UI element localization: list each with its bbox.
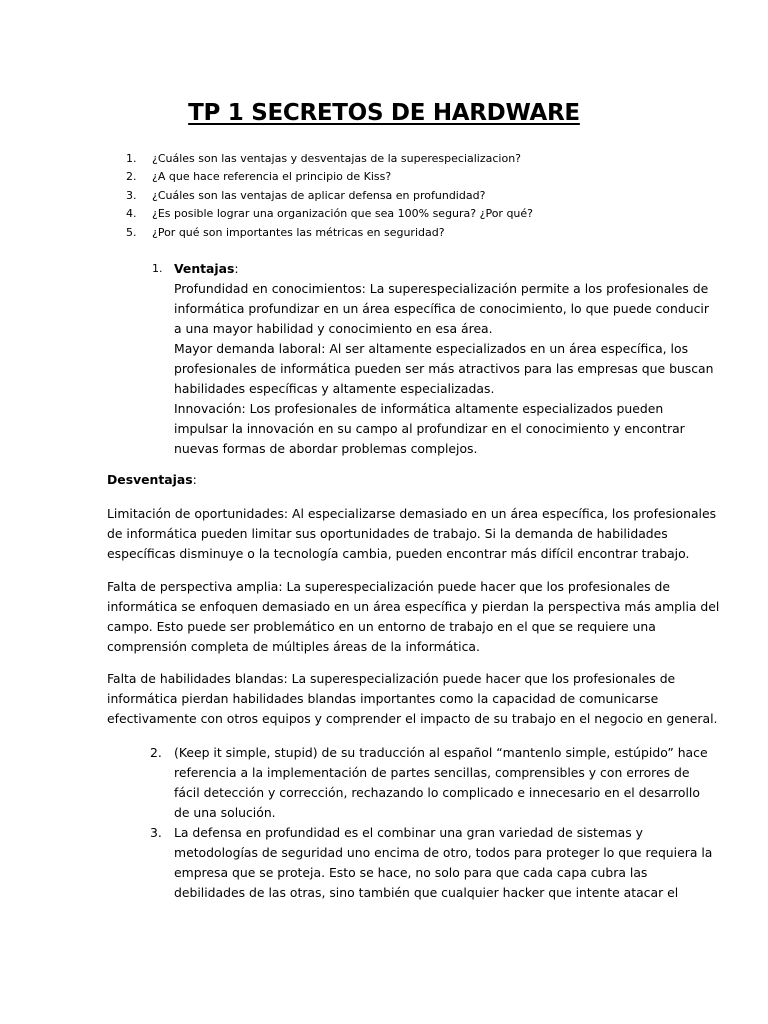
text-line: nuevas formas de abordar problemas complejos. [174, 441, 478, 456]
question-text: ¿Por qué son importantes las métricas en seguridad? [152, 225, 445, 239]
text-line: Falta de perspectiva amplia: La superespecialización puede hacer que los profesionales de [107, 579, 671, 594]
text-line: profesionales de informática pueden ser más atractivos para las empresas que buscan [174, 361, 714, 376]
desventajas-heading-line [107, 470, 667, 490]
desventajas-paragraph-1 [107, 504, 717, 564]
question-item [126, 205, 686, 223]
text-line: Falta de habilidades blandas: La superespecialización puede hacer que los profesionales de [107, 671, 676, 686]
desventajas-colon: : [192, 472, 197, 487]
text-line: de una solución. [174, 805, 276, 820]
question-number: 3. [126, 188, 137, 202]
text-line: habilidades específicas y altamente especializadas. [174, 381, 495, 396]
answer-3-number: 3. [150, 825, 162, 840]
text-line: La defensa en profundidad es el combinar una gran variedad de sistemas y [174, 825, 643, 840]
text-line: de informática pueden limitar sus oportunidades de trabajo. Si la demanda de habilidades [107, 526, 668, 541]
question-number: 2. [126, 170, 137, 184]
text-line: específicas disminuye o la tecnología cambia, pueden encontrar más difícil encontrar trabajo. [107, 546, 690, 561]
answer-2-text [174, 743, 708, 823]
text-line: empresa que se proteja. Esto se hace, no solo para que cada capa cubra las [174, 865, 648, 880]
question-text: ¿A que hace referencia el principio de Kiss? [152, 170, 392, 184]
text-line: informática profundizar en un área específica de conocimiento, lo que puede conducir [174, 301, 709, 316]
answer-1-ventajas [174, 259, 714, 459]
answer-3-text [174, 823, 713, 903]
question-number: 5. [126, 225, 137, 239]
text-line: fácil detección y corrección, rechazando lo complicado e innecesario en el desarrollo [174, 785, 700, 800]
ventajas-colon: : [234, 261, 239, 276]
question-item [126, 150, 686, 168]
text-line: debilidades de las otras, sino también que cualquier hacker que intente atacar el [174, 885, 679, 900]
question-text: ¿Es posible lograr una organización que sea 100% segura? ¿Por qué? [152, 207, 534, 221]
ventajas-heading: Ventajas [174, 261, 235, 276]
question-item [126, 187, 686, 205]
desventajas-paragraph-3 [107, 669, 718, 729]
text-line: (Keep it simple, stupid) de su traducción al español “mantenlo simple, estúpido” hace [174, 745, 708, 760]
text-line: Innovación: Los profesionales de informática altamente especializados pueden [174, 401, 664, 416]
text-line: comprensión completa de múltiples áreas de la informática. [107, 639, 480, 654]
answer-2-number: 2. [150, 745, 162, 760]
question-text: ¿Cuáles son las ventajas de aplicar defensa en profundidad? [152, 188, 486, 202]
text-line: campo. Esto puede ser problemático en un entorno de trabajo en el que se requiere una [107, 619, 656, 634]
desventajas-paragraph-2 [107, 577, 720, 657]
text-line: metodologías de seguridad uno encima de otro, todos para proteger lo que requiera la [174, 845, 713, 860]
question-item [126, 168, 686, 186]
text-line: informática pierdan habilidades blandas importantes como la capacidad de comunicarse [107, 691, 659, 706]
text-line: impulsar la innovación en su campo al profundizar en el conocimiento y encontrar [174, 421, 685, 436]
answer-1-number: 1. [152, 262, 163, 275]
question-number: 1. [126, 152, 137, 165]
text-line: Mayor demanda laboral: Al ser altamente especializados en un área específica, los [174, 341, 689, 356]
text-line: Profundidad en conocimientos: La superespecialización permite a los profesionales de [174, 281, 709, 296]
text-line: efectivamente con otros equipos y comprender el impacto de su trabajo en el negocio en general. [107, 711, 718, 726]
question-item [126, 224, 686, 242]
question-list [126, 150, 686, 242]
text-line: informática se enfoquen demasiado en un área específica y pierdan la perspectiva más amplia del [107, 599, 720, 614]
page-title: TP 1 SECRETOS DE HARDWARE [188, 100, 580, 126]
desventajas-heading: Desventajas [107, 472, 193, 487]
text-line: referencia a la implementación de partes sencillas, comprensibles y con errores de [174, 765, 690, 780]
text-line: a una mayor habilidad y conocimiento en esa área. [174, 321, 493, 336]
text-line: Limitación de oportunidades: Al especializarse demasiado en un área específica, los profesionales [107, 506, 717, 521]
question-number: 4. [126, 207, 137, 221]
question-text: ¿Cuáles son las ventajas y desventajas de la superespecializacion? [152, 152, 522, 165]
ventajas-heading-line [174, 259, 664, 279]
